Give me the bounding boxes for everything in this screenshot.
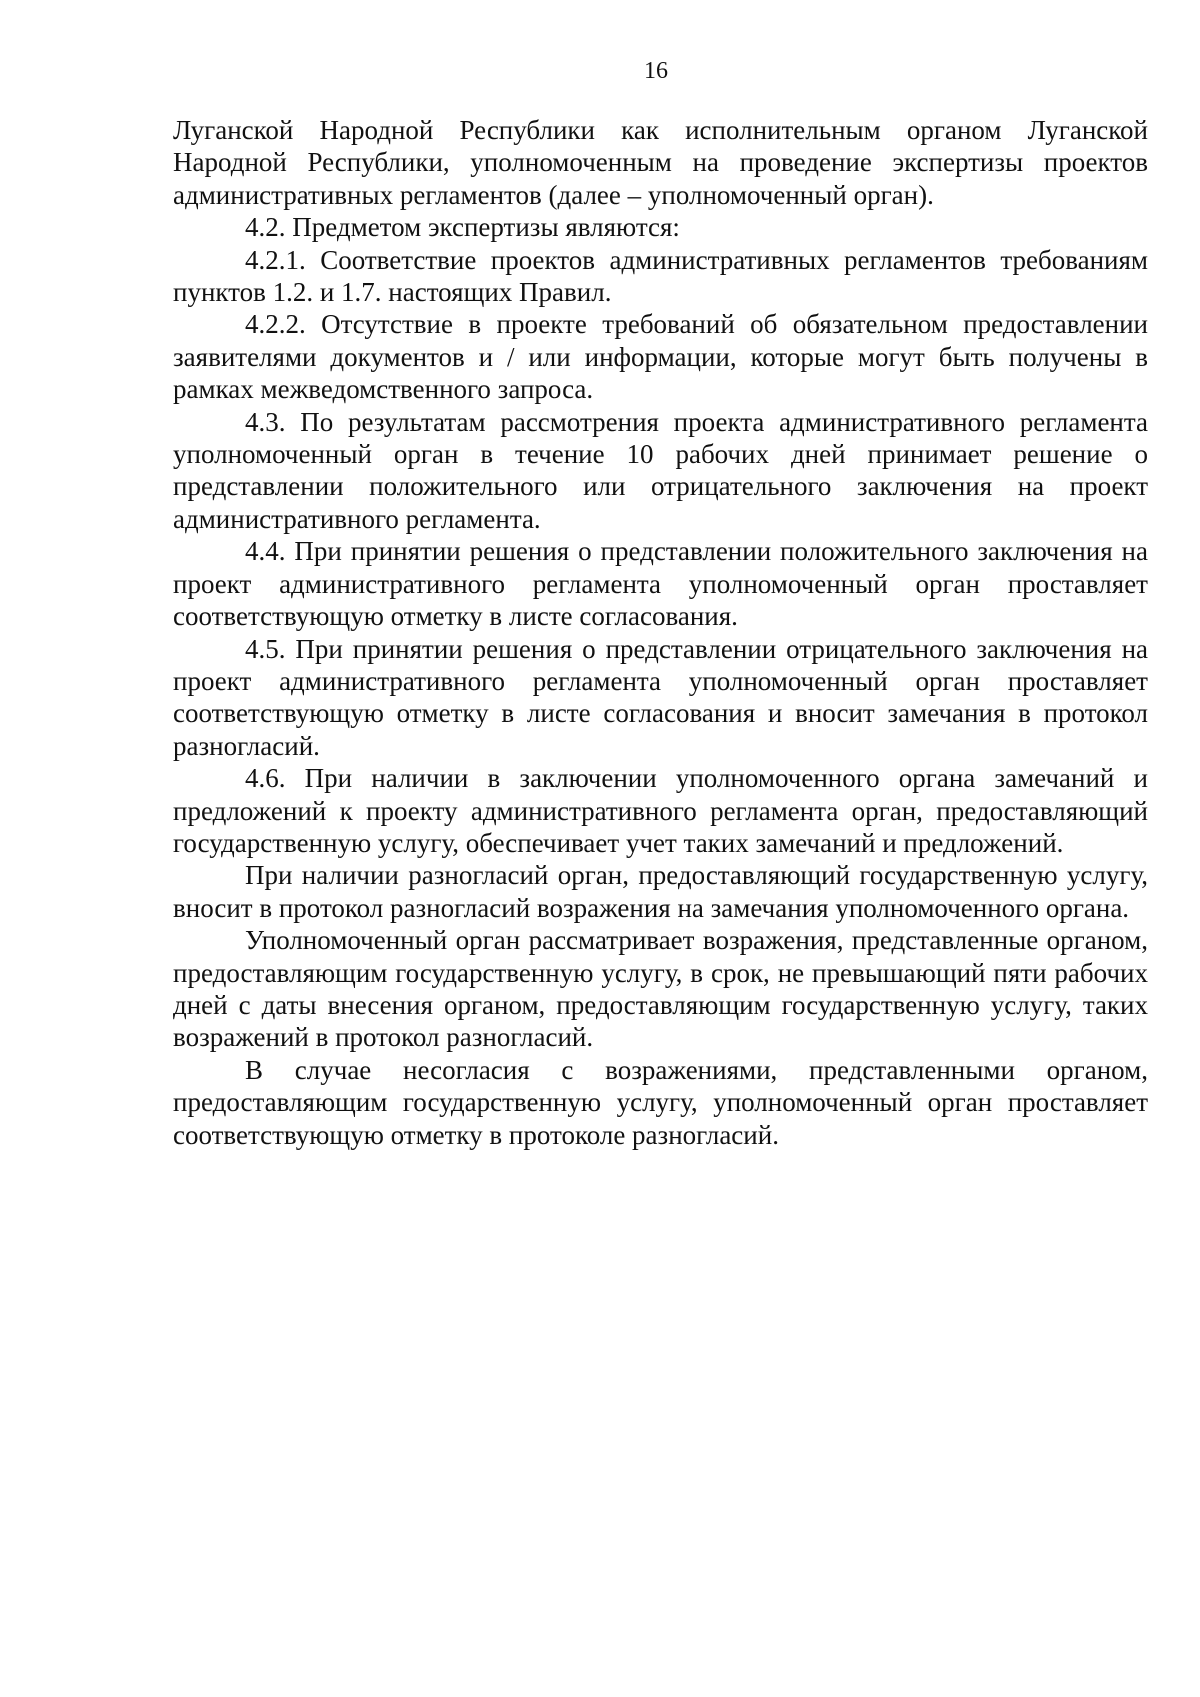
paragraph-4-5: 4.5. При принятии решения о представлении отрицательного заключения на проект административного регламента уполномоченный орган проставляет соответствующую отметку в листе согласования и вносит замечания в протокол разногласий. bbox=[173, 633, 1148, 761]
paragraph-4-2-2: 4.2.2. Отсутствие в проекте требований об обязательном предоставлении заявителями документов и / или информации, которые могут быть получены в рамках межведомственного запроса. bbox=[173, 309, 1148, 405]
paragraph-disagreements: При наличии разногласий орган, предоставляющий государственную услугу, вносит в протокол разногласий возражения на замечания уполномоченного органа. bbox=[173, 860, 1148, 923]
document-body bbox=[173, 114, 1148, 1151]
paragraph-4-4: 4.4. При принятии решения о представлении положительного заключения на проект административного регламента уполномоченный орган проставляет соответствующую отметку в листе согласования. bbox=[173, 536, 1148, 632]
page-number: 16 bbox=[644, 58, 668, 84]
paragraph-4-6: 4.6. При наличии в заключении уполномоченного органа замечаний и предложений к проекту административного регламента орган, предоставляющий государственную услугу, обеспечивает учет таких замечаний и предложений. bbox=[173, 763, 1148, 858]
paragraph-4-2-1: 4.2.1. Соответствие проектов административных регламентов требованиям пунктов 1.2. и 1.7. настоящих Правил. bbox=[173, 244, 1148, 308]
paragraph-4-3: 4.3. По результатам рассмотрения проекта административного регламента уполномоченный орган в течение 10 рабочих дней принимает решение о представлении положительного или отрицательного заключения на проект административного регламента. bbox=[173, 406, 1148, 534]
paragraph-disagreement-with-objections: В случае несогласия с возражениями, представленными органом, предоставляющим государственную услугу, уполномоченный орган проставляет соответствующую отметку в протоколе разногласий. bbox=[173, 1054, 1148, 1150]
paragraph-continuation: Луганской Народной Республики как исполнительным органом Луганской Народной Республики, уполномоченным на проведение экспертизы проектов административных регламентов (далее – уполномоченный орган). bbox=[173, 115, 1148, 210]
paragraph-4-2: 4.2. Предметом экспертизы являются: bbox=[245, 212, 680, 243]
paragraph-objections-review: Уполномоченный орган рассматривает возражения, представленные органом, предоставляющим государственную услугу, в срок, не превышающий пяти рабочих дней с даты внесения органом, предоставляющим государственную услугу, таких возражений в протокол разногласий. bbox=[173, 925, 1148, 1053]
